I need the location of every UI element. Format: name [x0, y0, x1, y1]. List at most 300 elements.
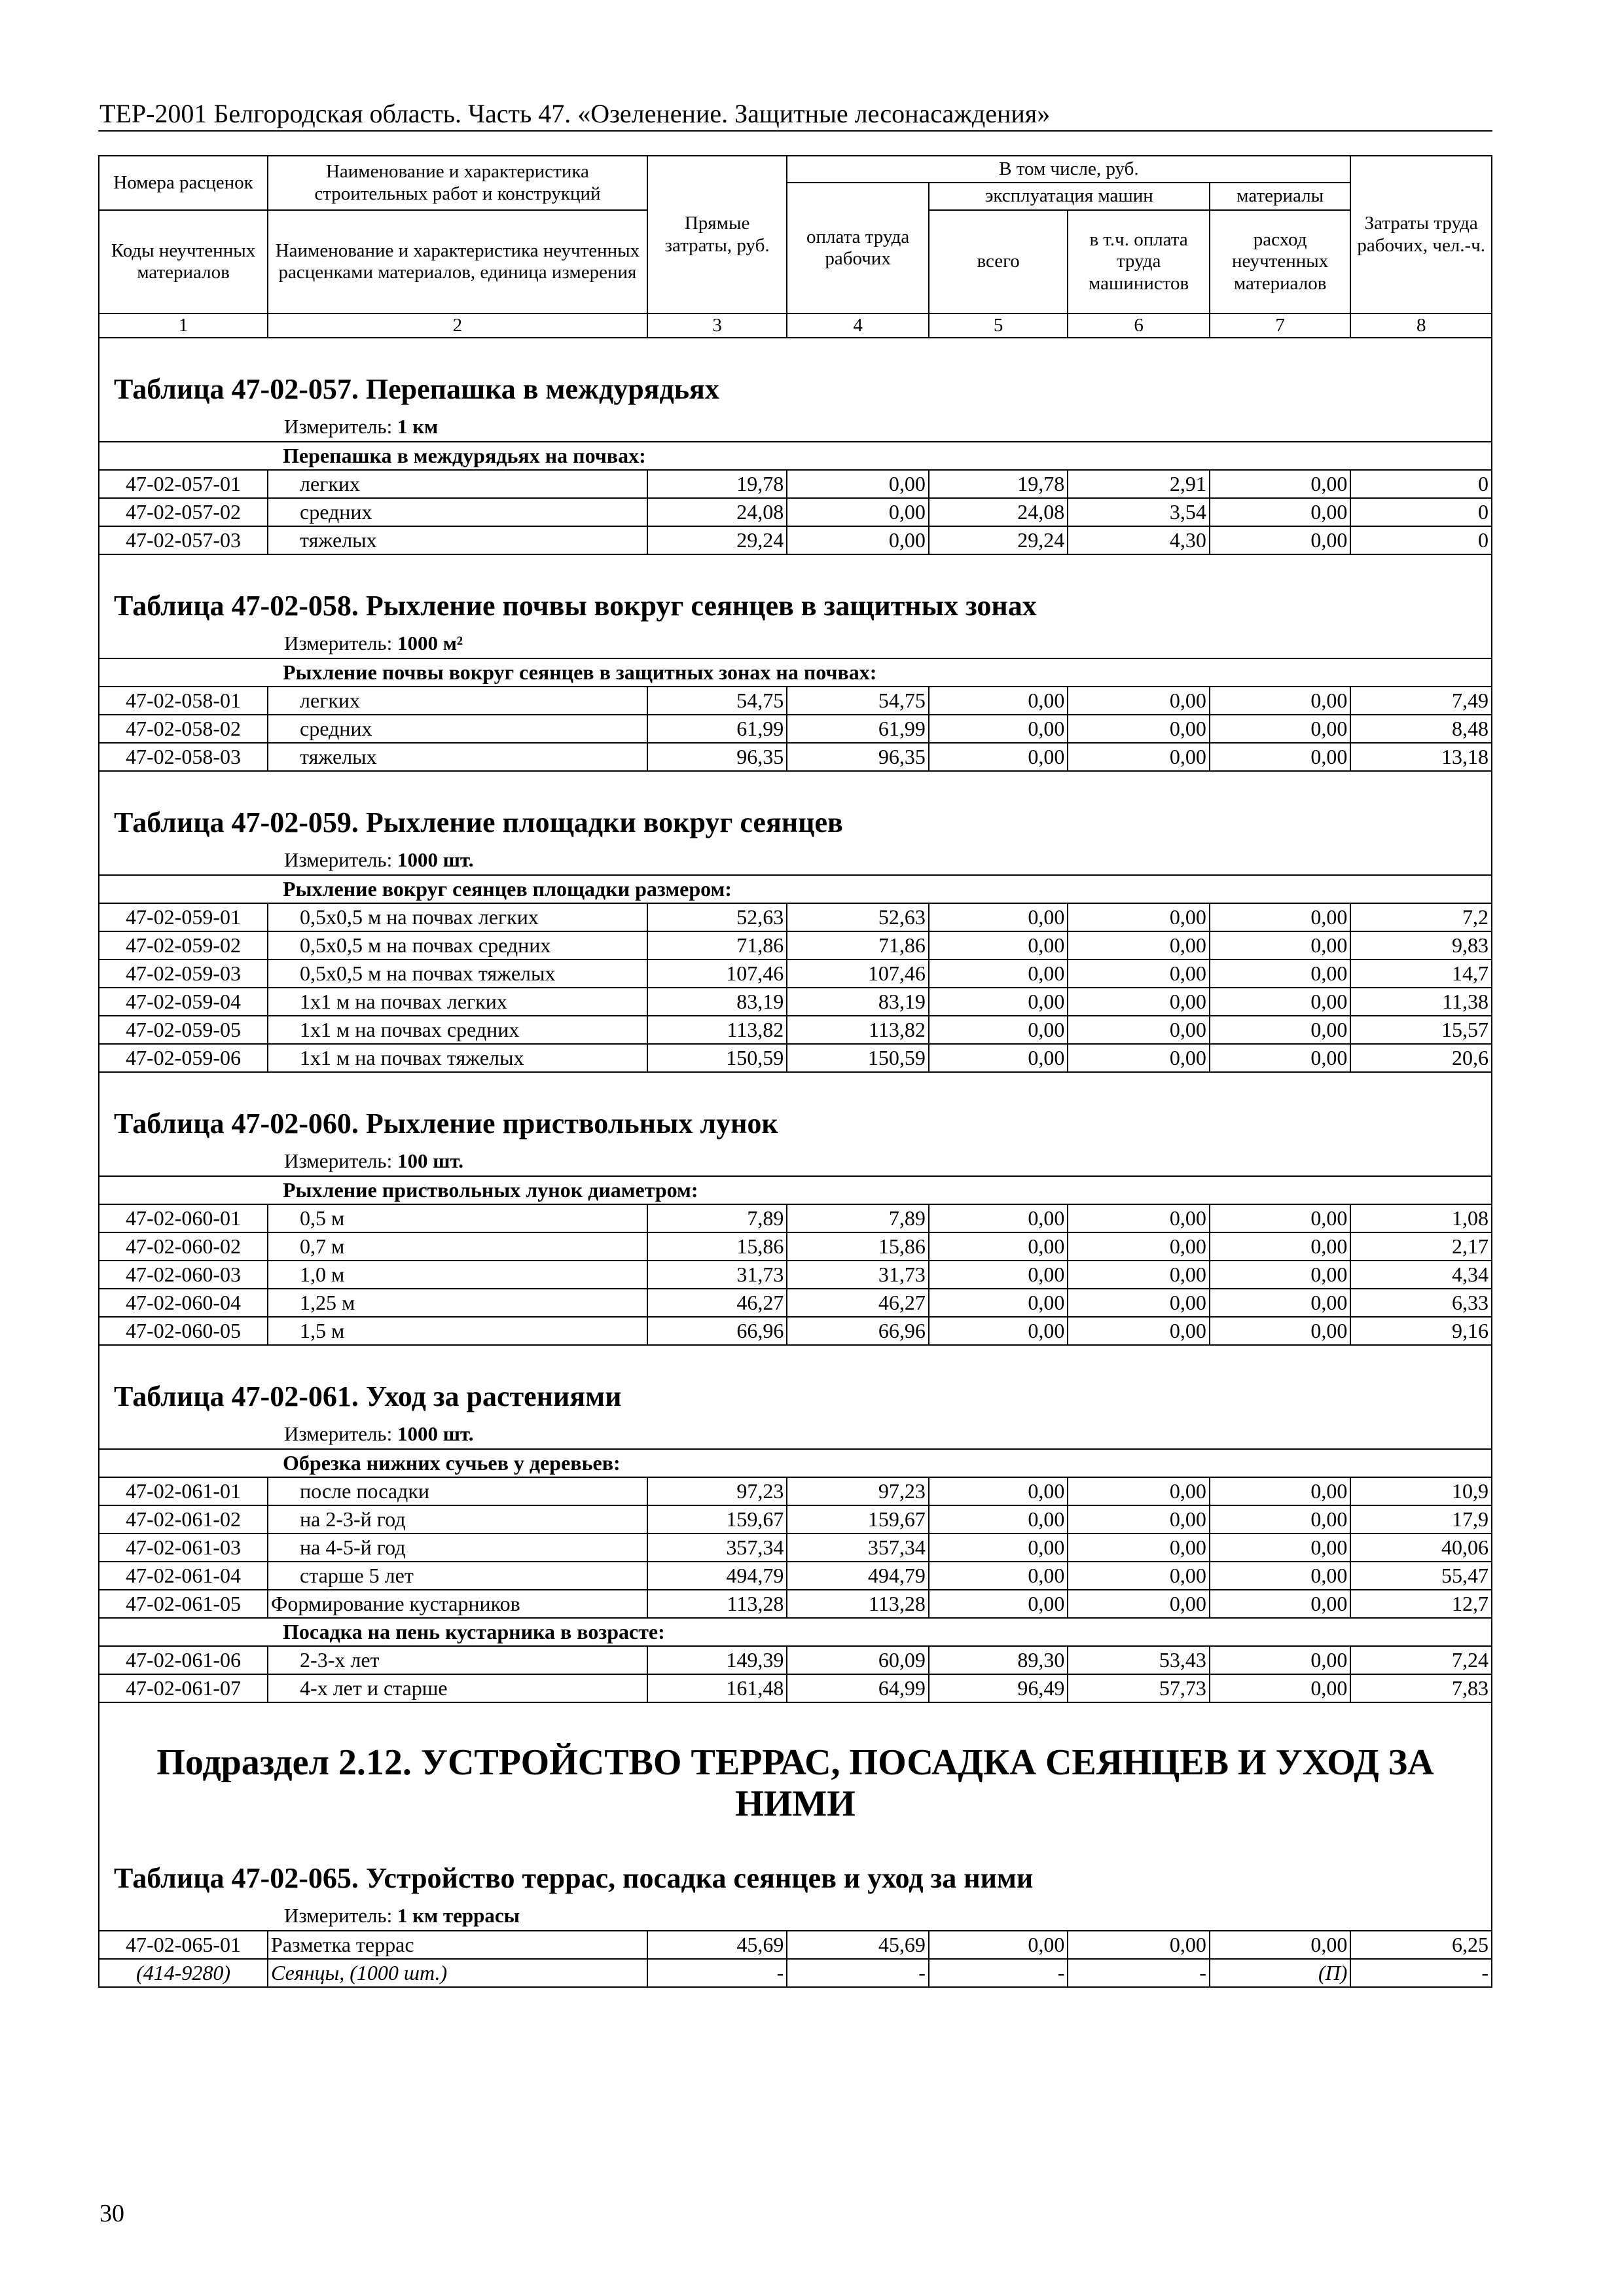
col-number: 4 [787, 314, 929, 338]
machines-total: 0,00 [929, 1016, 1068, 1044]
labor-costs: 40,06 [1350, 1534, 1492, 1562]
direct-costs: 159,67 [647, 1505, 787, 1534]
measure-line [99, 1422, 1491, 1448]
rate-name: 1х1 м на почвах средних [268, 1016, 647, 1044]
machines-total: 0,00 [929, 743, 1068, 771]
machinist-wages: 0,00 [1068, 1317, 1210, 1345]
machinist-wages: 0,00 [1068, 1931, 1210, 1959]
direct-costs: 96,35 [647, 743, 787, 771]
measure-value: 1 км террасы [397, 1903, 520, 1927]
rate-code: 47-02-058-01 [99, 687, 268, 715]
table-row [99, 687, 1492, 715]
rate-code: 47-02-059-03 [99, 960, 268, 988]
rate-name: 1х1 м на почвах тяжелых [268, 1044, 647, 1072]
col-head-direct-costs: Прямые затраты, руб. [647, 156, 787, 314]
col-head-work-name: Наименование и характеристика строительных работ и конструкций [268, 156, 647, 210]
group-row [99, 875, 1492, 903]
rates-table [98, 1175, 1492, 1346]
machinist-wages: 0,00 [1068, 931, 1210, 960]
col-number: 6 [1068, 314, 1210, 338]
labor-costs: 4,34 [1350, 1261, 1492, 1289]
materials: 0,00 [1210, 1289, 1351, 1317]
rate-name: 0,5х0,5 м на почвах тяжелых [268, 960, 647, 988]
rate-name: Формирование кустарников [268, 1590, 647, 1618]
table-row [99, 1477, 1492, 1505]
labor-costs: 55,47 [1350, 1562, 1492, 1590]
machinist-wages: 0,00 [1068, 1505, 1210, 1534]
rates-table [98, 1448, 1492, 1703]
col-head-machines: эксплуатация машин [929, 183, 1210, 210]
col-head-machines-total: всего [929, 210, 1068, 314]
machines-total: 89,30 [929, 1646, 1068, 1674]
measure-value: 1000 шт. [397, 1422, 474, 1446]
rate-name: 1,0 м [268, 1261, 647, 1289]
direct-costs: 149,39 [647, 1646, 787, 1674]
materials: 0,00 [1210, 1044, 1351, 1072]
machines-total: 19,78 [929, 470, 1068, 498]
materials: 0,00 [1210, 1646, 1351, 1674]
machinist-wages: 0,00 [1068, 903, 1210, 931]
direct-costs: 71,86 [647, 931, 787, 960]
table-row [99, 1590, 1492, 1618]
machinist-wages: 57,73 [1068, 1674, 1210, 1702]
table-row [99, 526, 1492, 554]
machines-total: 0,00 [929, 903, 1068, 931]
machinist-wages: - [1068, 1959, 1210, 1987]
labor-costs: 0 [1350, 470, 1492, 498]
machinist-wages: 0,00 [1068, 687, 1210, 715]
direct-costs: - [647, 1959, 787, 1987]
materials: 0,00 [1210, 1477, 1351, 1505]
table-row [99, 470, 1492, 498]
col-head-unaccounted-materials: расход неучтенных материалов [1210, 210, 1351, 314]
measure-value: 1000 м² [397, 632, 463, 655]
page-header: ТЕР-2001 Белгородская область. Часть 47. «Озеленение. Защитные лесонасаждения» [99, 99, 1051, 128]
rate-name: после посадки [268, 1477, 647, 1505]
labor-costs: - [1350, 1959, 1492, 1987]
materials: 0,00 [1210, 988, 1351, 1016]
machines-total: 29,24 [929, 526, 1068, 554]
measure-line [99, 848, 1491, 874]
col-head-materials: материалы [1210, 183, 1351, 210]
material-name: Сеянцы, (1000 шт.) [268, 1959, 647, 1987]
direct-costs: 7,89 [647, 1204, 787, 1232]
materials: 0,00 [1210, 931, 1351, 960]
materials: 0,00 [1210, 1232, 1351, 1261]
group-label: Рыхление приствольных лунок диаметром: [99, 1176, 1492, 1204]
table-row [99, 1317, 1492, 1345]
rate-name: тяжелых [268, 743, 647, 771]
group-row [99, 1449, 1492, 1477]
table-row [99, 1204, 1492, 1232]
col-number: 2 [268, 314, 647, 338]
table-row [99, 903, 1492, 931]
machinist-wages: 0,00 [1068, 743, 1210, 771]
rate-name: на 4-5-й год [268, 1534, 647, 1562]
rates-table [98, 441, 1492, 555]
group-label: Обрезка нижних сучьев у деревьев: [99, 1449, 1492, 1477]
rate-code: 47-02-060-04 [99, 1289, 268, 1317]
materials: 0,00 [1210, 470, 1351, 498]
rate-name: 1,25 м [268, 1289, 647, 1317]
wages: 7,89 [787, 1204, 929, 1232]
machines-total: 0,00 [929, 1534, 1068, 1562]
machinist-wages: 0,00 [1068, 715, 1210, 743]
col-head-including: В том числе, руб. [787, 156, 1350, 183]
rate-code: 47-02-059-06 [99, 1044, 268, 1072]
rate-code: 47-02-059-01 [99, 903, 268, 931]
machines-total: 96,49 [929, 1674, 1068, 1702]
wages: 54,75 [787, 687, 929, 715]
labor-costs: 2,17 [1350, 1232, 1492, 1261]
machines-total: 0,00 [929, 1232, 1068, 1261]
wages: 45,69 [787, 1931, 929, 1959]
labor-costs: 10,9 [1350, 1477, 1492, 1505]
rate-name: легких [268, 470, 647, 498]
machinist-wages: 0,00 [1068, 1534, 1210, 1562]
wages: 150,59 [787, 1044, 929, 1072]
direct-costs: 19,78 [647, 470, 787, 498]
rate-code: 47-02-059-04 [99, 988, 268, 1016]
measure-label: Измеритель: [284, 848, 393, 872]
rate-name: Разметка террас [268, 1931, 647, 1959]
direct-costs: 61,99 [647, 715, 787, 743]
wages: 64,99 [787, 1674, 929, 1702]
materials: 0,00 [1210, 743, 1351, 771]
materials: 0,00 [1210, 1674, 1351, 1702]
rate-code: 47-02-058-03 [99, 743, 268, 771]
machines-total: 0,00 [929, 1477, 1068, 1505]
measure-line [99, 1904, 1491, 1930]
col-head-labor-costs: Затраты труда рабочих, чел.-ч. [1350, 156, 1492, 314]
machinist-wages: 0,00 [1068, 1477, 1210, 1505]
machinist-wages: 0,00 [1068, 960, 1210, 988]
table-section [98, 555, 1492, 772]
labor-costs: 7,49 [1350, 687, 1492, 715]
rate-name: средних [268, 498, 647, 526]
rate-name: средних [268, 715, 647, 743]
rate-code: 47-02-060-05 [99, 1317, 268, 1345]
wages: 494,79 [787, 1562, 929, 1590]
machines-total: 0,00 [929, 1505, 1068, 1534]
materials: 0,00 [1210, 1261, 1351, 1289]
table-section [98, 772, 1492, 1073]
subsection-block [98, 1703, 1492, 1987]
materials: 0,00 [1210, 1562, 1351, 1590]
direct-costs: 494,79 [647, 1562, 787, 1590]
rate-code: 47-02-057-01 [99, 470, 268, 498]
wages: - [787, 1959, 929, 1987]
wages: 15,86 [787, 1232, 929, 1261]
measure-line [99, 1149, 1491, 1175]
group-label: Перепашка в междурядьях на почвах: [99, 442, 1492, 470]
rate-code: 47-02-060-01 [99, 1204, 268, 1232]
wages: 107,46 [787, 960, 929, 988]
labor-costs: 15,57 [1350, 1016, 1492, 1044]
machines-total: 24,08 [929, 498, 1068, 526]
measure-label: Измеритель: [284, 415, 393, 439]
machines-total: 0,00 [929, 1289, 1068, 1317]
machines-total: 0,00 [929, 1562, 1068, 1590]
measure-line [99, 415, 1491, 441]
table-row [99, 1261, 1492, 1289]
col-number: 5 [929, 314, 1068, 338]
col-head-material-codes: Коды неучтенных материалов [99, 210, 268, 314]
rate-code: 47-02-061-05 [99, 1590, 268, 1618]
measure-line [99, 632, 1491, 658]
wages: 60,09 [787, 1646, 929, 1674]
wages: 96,35 [787, 743, 929, 771]
machines-total: - [929, 1959, 1068, 1987]
rates-table [98, 1930, 1492, 1988]
labor-costs: 6,33 [1350, 1289, 1492, 1317]
machinist-wages: 4,30 [1068, 526, 1210, 554]
machinist-wages: 0,00 [1068, 1044, 1210, 1072]
materials: 0,00 [1210, 715, 1351, 743]
measure-label: Измеритель: [284, 1149, 393, 1173]
table-title: Таблица 47-02-057. Перепашка в междурядьях [114, 373, 719, 406]
wages: 46,27 [787, 1289, 929, 1317]
wages: 97,23 [787, 1477, 929, 1505]
table-section [98, 338, 1492, 555]
machinist-wages: 0,00 [1068, 988, 1210, 1016]
page-number: 30 [99, 2200, 124, 2227]
labor-costs: 0 [1350, 526, 1492, 554]
labor-costs: 7,24 [1350, 1646, 1492, 1674]
column-header-table [98, 155, 1492, 338]
rates-document [98, 155, 1492, 1988]
rate-name: 4-х лет и старше [268, 1674, 647, 1702]
rate-name: 2-3-х лет [268, 1646, 647, 1674]
group-row [99, 1176, 1492, 1204]
material-code: (414-9280) [99, 1959, 268, 1987]
machines-total: 0,00 [929, 931, 1068, 960]
wages: 357,34 [787, 1534, 929, 1562]
rate-code: 47-02-057-02 [99, 498, 268, 526]
table-section [98, 1346, 1492, 1703]
table-row [99, 1534, 1492, 1562]
rate-code: 47-02-060-02 [99, 1232, 268, 1261]
table-row [99, 1931, 1492, 1959]
direct-costs: 29,24 [647, 526, 787, 554]
labor-costs: 1,08 [1350, 1204, 1492, 1232]
machines-total: 0,00 [929, 1931, 1068, 1959]
col-number: 8 [1350, 314, 1492, 338]
rate-code: 47-02-061-02 [99, 1505, 268, 1534]
machinist-wages: 3,54 [1068, 498, 1210, 526]
rate-name: 0,5 м [268, 1204, 647, 1232]
subsection-title: Подраздел 2.12. УСТРОЙСТВО ТЕРРАС, ПОСАДКА СЕЯНЦЕВ И УХОД ЗА НИМИ [156, 1742, 1434, 1825]
rate-code: 47-02-061-01 [99, 1477, 268, 1505]
rate-code: 47-02-057-03 [99, 526, 268, 554]
col-head-wages: оплата труда рабочих [787, 183, 929, 314]
table-title: Таблица 47-02-060. Рыхление приствольных лунок [114, 1107, 778, 1140]
materials: (П) [1210, 1959, 1351, 1987]
materials: 0,00 [1210, 1016, 1351, 1044]
machines-total: 0,00 [929, 715, 1068, 743]
wages: 159,67 [787, 1505, 929, 1534]
table-title: Таблица 47-02-058. Рыхление почвы вокруг сеянцев в защитных зонах [114, 590, 1037, 622]
col-number: 7 [1210, 314, 1351, 338]
rate-code: 47-02-065-01 [99, 1931, 268, 1959]
labor-costs: 14,7 [1350, 960, 1492, 988]
materials: 0,00 [1210, 526, 1351, 554]
measure-value: 100 шт. [397, 1149, 464, 1173]
machinist-wages: 2,91 [1068, 470, 1210, 498]
rate-code: 47-02-058-02 [99, 715, 268, 743]
labor-costs: 11,38 [1350, 988, 1492, 1016]
wages: 0,00 [787, 470, 929, 498]
materials: 0,00 [1210, 903, 1351, 931]
rate-name: 0,5х0,5 м на почвах легких [268, 903, 647, 931]
table-row [99, 931, 1492, 960]
rate-name: тяжелых [268, 526, 647, 554]
material-row [99, 1959, 1492, 1987]
col-head-material-names: Наименование и характеристика неучтенных расценками материалов, единица измерения [268, 210, 647, 314]
table-section [98, 1073, 1492, 1346]
labor-costs: 12,7 [1350, 1590, 1492, 1618]
direct-costs: 45,69 [647, 1931, 787, 1959]
table-title: Таблица 47-02-059. Рыхление площадки вокруг сеянцев [114, 806, 843, 839]
machinist-wages: 0,00 [1068, 1016, 1210, 1044]
machines-total: 0,00 [929, 1261, 1068, 1289]
materials: 0,00 [1210, 1931, 1351, 1959]
direct-costs: 31,73 [647, 1261, 787, 1289]
table-title: Таблица 47-02-061. Уход за растениями [114, 1380, 622, 1413]
group-row [99, 1618, 1492, 1646]
col-number: 3 [647, 314, 787, 338]
direct-costs: 161,48 [647, 1674, 787, 1702]
machines-total: 0,00 [929, 1317, 1068, 1345]
group-label: Рыхление почвы вокруг сеянцев в защитных зонах на почвах: [99, 658, 1492, 687]
machinist-wages: 0,00 [1068, 1590, 1210, 1618]
materials: 0,00 [1210, 1204, 1351, 1232]
table-row [99, 715, 1492, 743]
table-row [99, 1674, 1492, 1702]
col-head-machinist-wages: в т.ч. оплата труда машинистов [1068, 210, 1210, 314]
rate-code: 47-02-060-03 [99, 1261, 268, 1289]
table-title: Таблица 47-02-065. Устройство террас, посадка сеянцев и уход за ними [114, 1861, 1034, 1894]
wages: 113,82 [787, 1016, 929, 1044]
measure-label: Измеритель: [284, 1422, 393, 1446]
machines-total: 0,00 [929, 1044, 1068, 1072]
machines-total: 0,00 [929, 687, 1068, 715]
rate-name: 0,5х0,5 м на почвах средних [268, 931, 647, 960]
wages: 31,73 [787, 1261, 929, 1289]
direct-costs: 83,19 [647, 988, 787, 1016]
materials: 0,00 [1210, 687, 1351, 715]
group-row [99, 658, 1492, 687]
materials: 0,00 [1210, 498, 1351, 526]
direct-costs: 97,23 [647, 1477, 787, 1505]
rate-code: 47-02-059-02 [99, 931, 268, 960]
labor-costs: 17,9 [1350, 1505, 1492, 1534]
machines-total: 0,00 [929, 1590, 1068, 1618]
direct-costs: 113,28 [647, 1590, 787, 1618]
direct-costs: 24,08 [647, 498, 787, 526]
machinist-wages: 0,00 [1068, 1204, 1210, 1232]
direct-costs: 150,59 [647, 1044, 787, 1072]
machines-total: 0,00 [929, 988, 1068, 1016]
direct-costs: 52,63 [647, 903, 787, 931]
materials: 0,00 [1210, 1505, 1351, 1534]
machines-total: 0,00 [929, 1204, 1068, 1232]
header-rule [98, 130, 1492, 132]
machinist-wages: 0,00 [1068, 1261, 1210, 1289]
direct-costs: 357,34 [647, 1534, 787, 1562]
wages: 71,86 [787, 931, 929, 960]
table-row [99, 1646, 1492, 1674]
materials: 0,00 [1210, 1317, 1351, 1345]
labor-costs: 9,16 [1350, 1317, 1492, 1345]
direct-costs: 107,46 [647, 960, 787, 988]
labor-costs: 7,2 [1350, 903, 1492, 931]
direct-costs: 66,96 [647, 1317, 787, 1345]
table-row [99, 498, 1492, 526]
group-label: Посадка на пень кустарника в возрасте: [99, 1618, 1492, 1646]
measure-value: 1 км [397, 415, 439, 439]
wages: 113,28 [787, 1590, 929, 1618]
measure-label: Измеритель: [284, 632, 393, 655]
direct-costs: 113,82 [647, 1016, 787, 1044]
table-row [99, 743, 1492, 771]
machines-total: 0,00 [929, 960, 1068, 988]
machinist-wages: 0,00 [1068, 1232, 1210, 1261]
labor-costs: 8,48 [1350, 715, 1492, 743]
table-row [99, 1232, 1492, 1261]
rate-name: 1х1 м на почвах легких [268, 988, 647, 1016]
rate-code: 47-02-061-03 [99, 1534, 268, 1562]
rate-name: на 2-3-й год [268, 1505, 647, 1534]
labor-costs: 9,83 [1350, 931, 1492, 960]
machinist-wages: 53,43 [1068, 1646, 1210, 1674]
group-label: Рыхление вокруг сеянцев площадки размером: [99, 875, 1492, 903]
labor-costs: 6,25 [1350, 1931, 1492, 1959]
materials: 0,00 [1210, 960, 1351, 988]
rate-name: легких [268, 687, 647, 715]
rates-table [98, 874, 1492, 1073]
labor-costs: 0 [1350, 498, 1492, 526]
direct-costs: 54,75 [647, 687, 787, 715]
labor-costs: 13,18 [1350, 743, 1492, 771]
rates-table [98, 658, 1492, 772]
group-row [99, 442, 1492, 470]
wages: 0,00 [787, 498, 929, 526]
table-row [99, 1289, 1492, 1317]
wages: 0,00 [787, 526, 929, 554]
table-row [99, 960, 1492, 988]
wages: 61,99 [787, 715, 929, 743]
wages: 66,96 [787, 1317, 929, 1345]
materials: 0,00 [1210, 1590, 1351, 1618]
direct-costs: 46,27 [647, 1289, 787, 1317]
rate-code: 47-02-061-07 [99, 1674, 268, 1702]
measure-value: 1000 шт. [397, 848, 474, 872]
wages: 52,63 [787, 903, 929, 931]
materials: 0,00 [1210, 1534, 1351, 1562]
col-number: 1 [99, 314, 268, 338]
table-row [99, 1562, 1492, 1590]
table-row [99, 1016, 1492, 1044]
table-row [99, 988, 1492, 1016]
machinist-wages: 0,00 [1068, 1562, 1210, 1590]
col-head-rate-number: Номера расценок [99, 156, 268, 210]
rate-code: 47-02-061-04 [99, 1562, 268, 1590]
rate-code: 47-02-061-06 [99, 1646, 268, 1674]
labor-costs: 20,6 [1350, 1044, 1492, 1072]
rate-code: 47-02-059-05 [99, 1016, 268, 1044]
wages: 83,19 [787, 988, 929, 1016]
